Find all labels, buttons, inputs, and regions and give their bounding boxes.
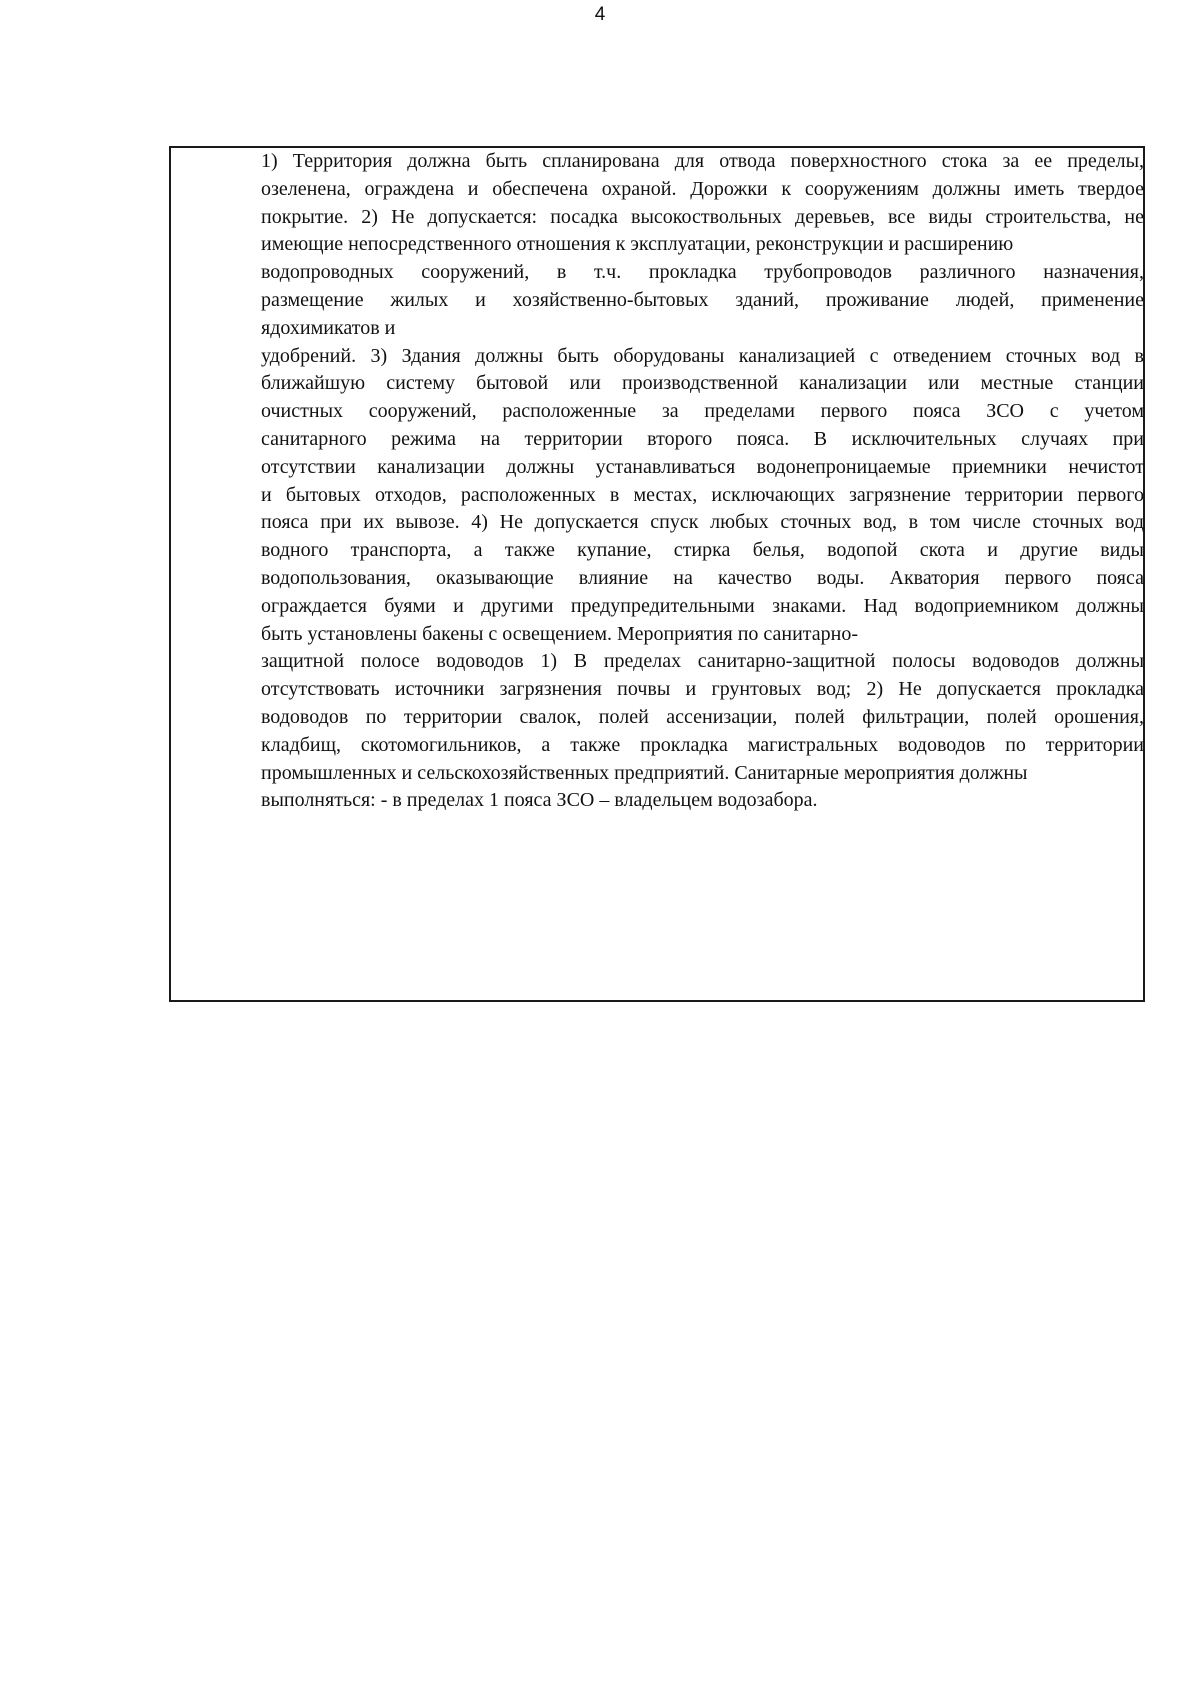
text-line: 1) Территория должна быть спланирована для отвода поверхностного стока за ее пределы,	[261, 150, 1144, 172]
text-line: пояса при их вывозе. 4) Не допускается спуск любых сточных вод, в том числе сточных вод	[261, 511, 1144, 534]
text-line: покрытие. 2) Не допускается: посадка высокоствольных деревьев, все виды строительства, не	[261, 205, 1144, 228]
text-line: санитарного режима на территории второго пояса. В исключительных случаях при	[261, 427, 1144, 450]
text-line: отсутствии канализации должны устанавливаться водонепроницаемые приемники нечистот	[261, 455, 1144, 478]
text-line: имеющие непосредственного отношения к эксплуатации, реконструкции и расширению	[261, 233, 1014, 256]
text-line: отсутствовать источники загрязнения почвы и грунтовых вод; 2) Не допускается прокладка	[261, 678, 1144, 701]
text-line: водопользования, оказывающие влияние на качество воды. Акватория первого пояса	[261, 566, 1144, 589]
body-text	[261, 148, 1144, 815]
text-line: водного транспорта, а также купание, стирка белья, водопой скота и другие виды	[261, 539, 1144, 562]
text-line: ограждается буями и другими предупредительными знаками. Над водоприемником должны	[261, 594, 1144, 617]
text-line: быть установлены бакены с освещением. Мероприятия по санитарно-	[261, 622, 859, 645]
text-line: ядохимикатов и	[261, 316, 396, 339]
text-line: и бытовых отходов, расположенных в местах, исключающих загрязнение территории первого	[261, 483, 1144, 506]
text-line: водоводов по территории свалок, полей ассенизации, полей фильтрации, полей орошения,	[261, 705, 1144, 728]
text-line: очистных сооружений, расположенные за пределами первого пояса ЗСО с учетом	[261, 400, 1144, 423]
text-line: озеленена, ограждена и обеспечена охраной. Дорожки к сооружениям должны иметь твердое	[261, 177, 1144, 200]
text-line: удобрений. 3) Здания должны быть оборудованы канализацией с отведением сточных вод в	[261, 344, 1144, 367]
text-line: кладбищ, скотомогильников, а также прокладка магистральных водоводов по территории	[261, 733, 1144, 756]
content-frame	[169, 146, 1145, 1002]
text-line: водопроводных сооружений, в т.ч. прокладка трубопроводов различного назначения,	[261, 261, 1144, 284]
text-line: промышленных и сельскохозяйственных предприятий. Санитарные мероприятия должны	[261, 761, 1028, 784]
page-number: 4	[594, 4, 606, 25]
text-line: выполняться: - в пределах 1 пояса ЗСО – владельцем водозабора.	[261, 789, 818, 812]
text-line: ближайшую систему бытовой или производственной канализации или местные станции	[261, 372, 1144, 395]
text-line: размещение жилых и хозяйственно-бытовых зданий, проживание людей, применение	[261, 288, 1144, 311]
text-line: защитной полосе водоводов 1) В пределах санитарно-защитной полосы водоводов должны	[261, 650, 1144, 673]
